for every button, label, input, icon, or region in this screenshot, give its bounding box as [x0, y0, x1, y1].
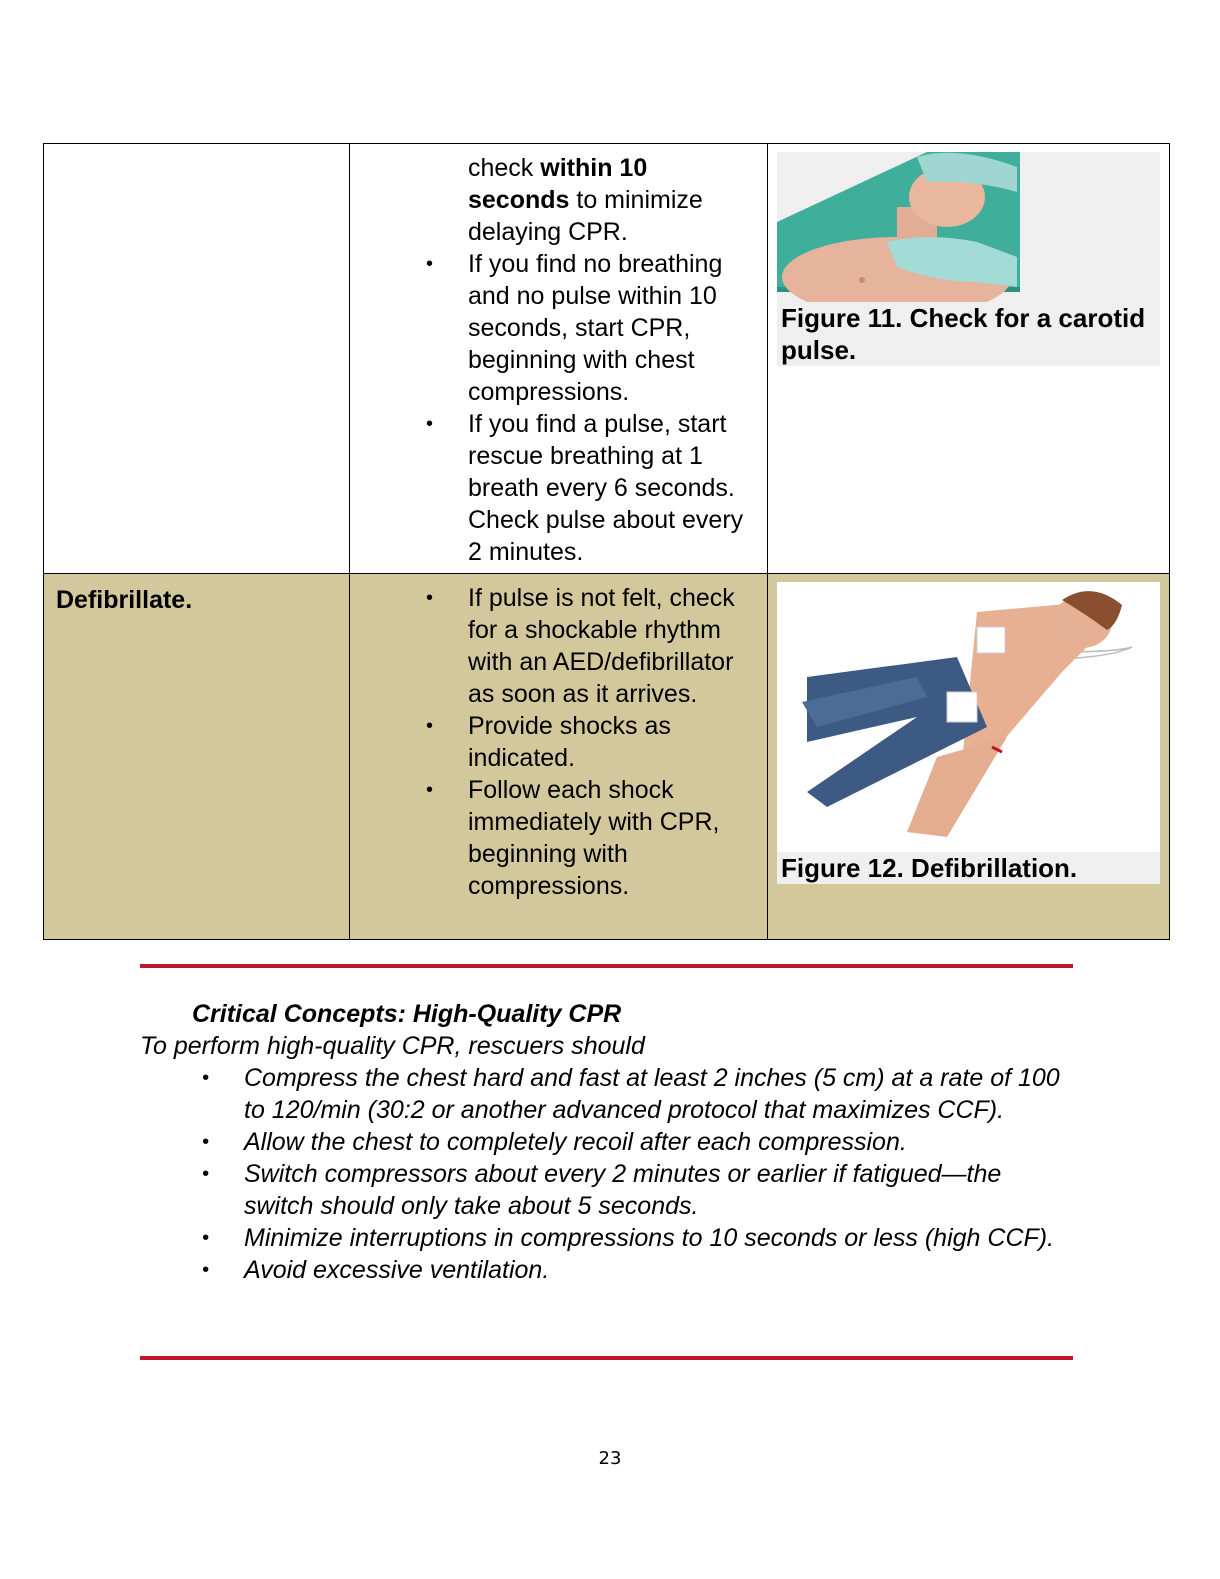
- lead-text-start: check: [468, 154, 541, 182]
- list-item: • Minimize interruptions in compressions to 10 seconds or less (high CCF).: [198, 1222, 1073, 1254]
- actions-cell: [350, 574, 768, 940]
- step-label: Defibrillate.: [56, 586, 193, 614]
- figure-caption: Figure 12. Defibrillation.: [777, 852, 1160, 884]
- list-item: • If you find a pulse, start rescue breathing at 1 breath every 6 seconds. Check pulse about every 2 minutes.: [422, 408, 753, 568]
- actions-text: [350, 574, 767, 902]
- table-row: [44, 574, 1170, 940]
- callout-top-rule: [140, 964, 1073, 968]
- list-item: • If pulse is not felt, check for a shockable rhythm with an AED/defibrillator as soon as it arrives.: [422, 582, 753, 710]
- callout-title: Critical Concepts: High-Quality CPR: [192, 1000, 622, 1028]
- actions-cell: [350, 144, 768, 574]
- callout-bottom-rule: [140, 1356, 1073, 1360]
- table-row: [44, 144, 1170, 574]
- list-item: • Switch compressors about every 2 minutes or earlier if fatigued—the switch should only take about 5 seconds.: [198, 1158, 1073, 1222]
- actions-list: [422, 582, 753, 902]
- list-item: • Compress the chest hard and fast at least 2 inches (5 cm) at a rate of 100 to 120/min (30:2 or another advanced protocol that maximizes CCF).: [198, 1062, 1073, 1126]
- critical-concepts-callout: [140, 998, 1073, 1286]
- lead-text-end: to minimize delaying CPR.: [468, 186, 703, 246]
- figure-12: [777, 582, 1160, 884]
- actions-text: [350, 144, 767, 568]
- list-item: • Avoid excessive ventilation.: [198, 1254, 1073, 1286]
- list-item: • Allow the chest to completely recoil after each compression.: [198, 1126, 1073, 1158]
- list-item: • If you find no breathing and no pulse within 10 seconds, start CPR, beginning with chest compressions.: [422, 248, 753, 408]
- defibrillation-illustration: [777, 582, 1160, 852]
- callout-list: [198, 1062, 1073, 1286]
- figure-cell: [768, 144, 1170, 574]
- page-number: 23: [598, 1448, 622, 1469]
- figure-cell: [768, 574, 1170, 940]
- figure-caption: Figure 11. Check for a carotid pulse.: [777, 302, 1160, 366]
- lead-text-bold: within 10 seconds: [468, 154, 648, 214]
- list-item: • Follow each shock immediately with CPR, beginning with compressions.: [422, 774, 753, 902]
- callout-intro: To perform high-quality CPR, rescuers should: [140, 1032, 645, 1060]
- cpr-steps-table: [43, 143, 1170, 940]
- step-cell: [44, 144, 350, 574]
- step-cell: [44, 574, 350, 940]
- actions-list: [422, 248, 753, 568]
- carotid-pulse-illustration: [777, 152, 1160, 302]
- figure-11: [777, 152, 1160, 364]
- list-item: • Provide shocks as indicated.: [422, 710, 753, 774]
- lead-text: [468, 152, 753, 248]
